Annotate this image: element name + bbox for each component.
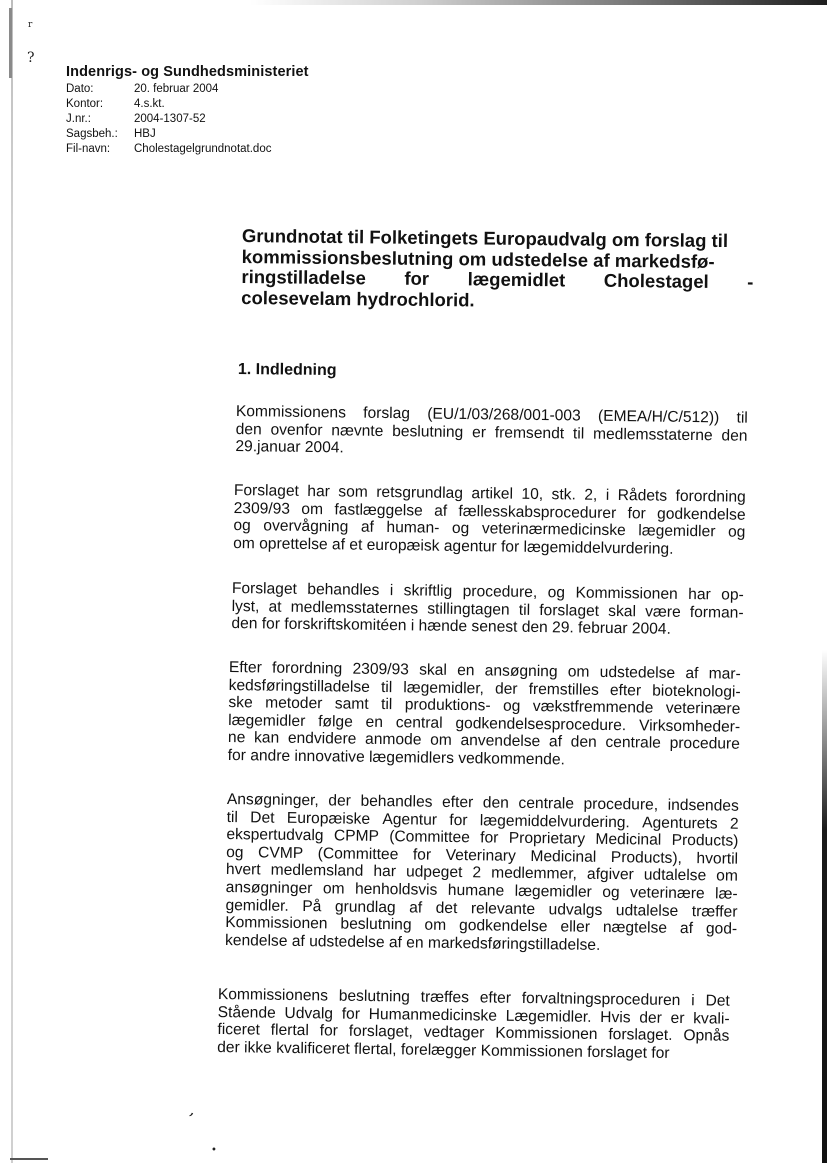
paragraph [225, 791, 739, 956]
meta-label: Fil-navn: [66, 143, 111, 155]
meta-value: 4.s.kt. [134, 98, 165, 110]
title-word: Grundnotat til Folketingets Europaudvalg om forslag til [241, 225, 729, 252]
paragraph-line: ficeret flertal for forslaget, vedtager Kommissionen forslaget. Opnås [217, 1021, 730, 1045]
scan-edge-top [250, 0, 827, 5]
paragraph-line: Forslaget behandles i skriftlig procedure, og Kommissionen har op- [231, 580, 744, 604]
scan-edge-bottom-mark [10, 1158, 48, 1160]
paragraph-line: ske metoder samt til produktions- og vækstfremmende veterinære [228, 694, 741, 718]
paragraph [217, 986, 730, 1063]
paragraph-line: den for forskriftskomitéen i hænde senest den 29. februar 2004. [231, 615, 671, 638]
scan-speck: ? [27, 50, 35, 66]
document-title [241, 226, 754, 313]
meta-value: Cholestagelgrundnotat.doc [134, 143, 272, 155]
title-word: kommissionsbeslutning om udstedelse af markedsfø- [241, 245, 715, 272]
paragraph-line: lægemidler følge en central godkendelsesprocedure. Virksomheder- [228, 711, 741, 736]
meta-row-filename [66, 142, 386, 157]
paragraph-line: Kommissionens forslag (EU/1/03/268/001-003 (EMEA/H/C/512)) til [235, 403, 748, 427]
title-word: - [747, 271, 754, 293]
meta-row-office [66, 97, 386, 112]
scan-speck: , [187, 1099, 200, 1120]
meta-value: 20. februar 2004 [134, 83, 219, 95]
paragraph [235, 403, 748, 462]
title-word: ringstilladelse [241, 265, 366, 289]
scan-edge-right [822, 650, 827, 1163]
meta-label: Dato: [66, 83, 94, 95]
title-word: for [404, 267, 430, 289]
meta-row-journal [66, 112, 386, 127]
paragraph-line: der ikke kvalificeret flertal, forelægger Kommissionen forslaget for [217, 1038, 670, 1062]
paragraph-line: kendelse af udstedelse af en markedsføringstilladelse. [224, 931, 601, 954]
paragraph-line: lyst, at medlemsstaternes stillingtagen til forslaget skal være forman- [231, 597, 744, 622]
letterhead [66, 64, 386, 157]
paragraph-line: 2309/93 om fastlæggelse af fællesskabsprocedurer for godkendelse [233, 499, 746, 524]
paragraph-line: den ovenfor nævnte beslutning er fremsendt til medlemsstaterne den [235, 420, 748, 445]
paragraph-line: 29.januar 2004. [235, 438, 344, 457]
scan-edge-left [11, 0, 13, 1163]
meta-value: HBJ [134, 128, 156, 140]
meta-row-date [66, 82, 386, 97]
paragraph-line: Forslaget har som retsgrundlag artikel 10, stk. 2, i Rådets forordning [233, 482, 746, 506]
meta-label: J.nr.: [66, 113, 91, 125]
paragraph-line: ansøgninger om henholdsvis humane lægemidler og veterinære læ- [225, 878, 738, 903]
title-word: Cholestagel [603, 269, 709, 292]
meta-label: Kontor: [66, 98, 104, 110]
paragraph-line: til Det Europæiske Agentur for lægemiddelvurdering. Agenturets 2 [226, 808, 739, 833]
paragraph-line: Stående Udvalg for Humanmedicinske Lægemidler. Hvis der er kvali- [217, 1003, 730, 1028]
paragraph-line: ekspertudvalg CPMP (Committee for Proprietary Medicinal Products) [226, 826, 739, 850]
meta-row-caseworker [66, 127, 386, 142]
ministry-name: Indenrigs- og Sundhedsministeriet [66, 64, 309, 80]
paragraph-line: og overvågning af human- og veterinærmedicinske lægemidler og [233, 517, 746, 541]
paragraph-line: kedsføringstilladelse til lægemidler, der fremstilles efter bioteknologi- [228, 676, 741, 701]
section-heading: 1. Indledning [237, 361, 337, 380]
paragraph-line: om oprettelse af et europæisk agentur for lægemiddelvurdering. [233, 534, 674, 558]
paragraph-line: og CVMP (Committee for Veterinary Medicinal Products), hvortil [226, 843, 739, 868]
title-word: lægemidlet [467, 268, 566, 291]
paragraph-line: ne kan endvidere anmode om anvendelse af den centrale procedure [227, 729, 740, 754]
paragraph-line: Kommissionens beslutning træffes efter forvaltningsproceduren i Det [217, 986, 730, 1010]
meta-label: Sagsbeh.: [66, 128, 118, 140]
scan-speck: r [28, 20, 33, 30]
paragraph [228, 659, 741, 771]
title-word: colesevelam hydrochlorid. [241, 286, 475, 310]
paragraph [233, 482, 746, 559]
paragraph-line: Kommissionen beslutning om godkendelse eller nægtelse af god- [225, 914, 738, 938]
paragraph-line: gemidler. På grundlag af det relevante udvalgs udtalelse træffer [225, 896, 738, 921]
paragraph [231, 580, 744, 639]
paragraph-line: for andre innovative lægemidlers vedkommende. [227, 746, 565, 769]
paragraph-line: Efter forordning 2309/93 skal en ansøgning om udstedelse af mar- [228, 659, 741, 683]
scan-speck: • [211, 1145, 217, 1156]
paragraph-line: hvert medlemsland har udpeget 2 medlemmer, afgiver udtalelse om [225, 861, 739, 886]
meta-value: 2004-1307-52 [134, 113, 206, 125]
paragraph-line: Ansøgninger, der behandles efter den centrale procedure, indsendes [226, 791, 739, 815]
scan-edge-left-mark [9, 8, 12, 78]
